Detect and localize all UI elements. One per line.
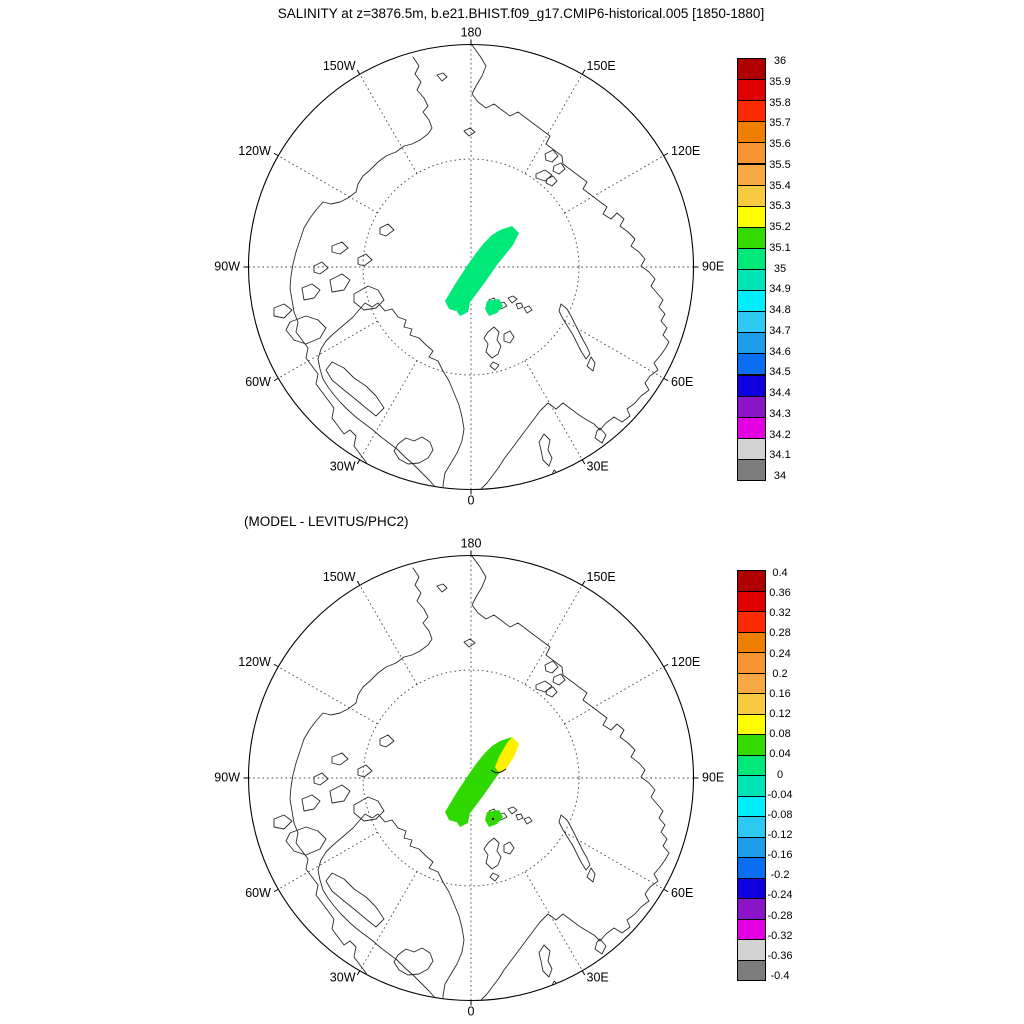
colorbar-tick-label: 35.9 [769,75,791,88]
colorbar-tick-label: 35.1 [769,241,791,254]
meridian-label: 0 [467,493,475,508]
meridian-label: 120E [671,143,701,158]
meridian-label: 30E [586,459,609,474]
boundary-tick [664,378,668,381]
meridian-label: 150E [586,570,616,585]
boundary-tick [582,971,585,975]
colorbar-tick-label: -0.12 [767,828,793,841]
meridian-line [565,156,664,213]
meridian-line [278,156,377,213]
boundary-tick [582,70,585,74]
colorbar-tick-label: -0.16 [767,849,793,862]
meridian-line [565,321,664,378]
colorbar-tick-label: -0.36 [767,949,793,962]
map-interior [249,556,694,1008]
colorbar-tick-label: 0.28 [769,627,791,640]
meridian-label: 30W [329,970,356,985]
colorbar-tick-label: 0.16 [769,687,791,700]
colorbar-tick-label: 35.2 [769,221,791,233]
difference-panel-title: (MODEL - LEVITUS/PHC2) [244,514,409,529]
colorbar-tick-label: 34.2 [769,428,791,441]
meridian-line [278,667,377,724]
colorbar-tick-label: 34.7 [769,324,791,337]
meridian-label: 90W [214,259,240,274]
colorbar-tick-label: 0.4 [772,567,788,579]
colorbar-tick-label: 0.2 [772,667,788,680]
colorbar-tick-label: 34.5 [769,366,791,379]
colorbar-tick-label: 35.8 [769,96,791,109]
difference-colorbar [737,567,832,984]
meridian-label: 150W [322,570,356,585]
boundary-tick [664,664,668,667]
colorbar-tick-label: 0.04 [769,748,791,761]
boundary-tick [664,153,668,156]
meridian-label: 90E [702,770,725,785]
boundary-tick [582,581,585,585]
colorbar-tick-label: 34.9 [769,283,791,296]
meridian-label: 90W [214,770,240,785]
colorbar-tick-label: 34.1 [769,449,791,462]
colorbar-tick-label: 35 [773,262,787,275]
colorbar-tick-label: -0.24 [767,889,793,902]
meridian-label: 120E [671,654,701,669]
meridian-label: 90E [702,259,725,274]
meridian-line [565,667,664,724]
meridian-label: 120W [238,143,271,158]
colorbar-tick-label: 34 [773,470,787,482]
meridian-line [360,585,417,684]
meridian-label: 30E [586,970,609,985]
colorbar-tick-label: 0.36 [769,587,791,600]
meridian-line [278,321,377,378]
colorbar-tick-label: 36 [773,55,787,67]
meridian-label: 180 [460,536,482,551]
colorbar-tick-label: 34.6 [769,345,791,358]
meridian-line [525,361,582,460]
boundary-tick [357,581,360,585]
difference-map-panel [191,515,751,1024]
colorbar-tick-label: 34.4 [769,387,791,399]
colorbar-tick-label: 35.3 [769,200,791,213]
meridian-label: 60E [671,885,694,900]
colorbar-tick-label: 35.4 [769,179,791,192]
boundary-tick [274,664,278,667]
colorbar-tick-label: 34.8 [769,304,791,316]
meridian-label: 150E [586,59,616,74]
meridian-label: 30W [329,459,356,474]
boundary-tick [274,889,278,892]
colorbar-tick-label: 35.7 [769,117,791,130]
boundary-tick [274,378,278,381]
colorbar-tick-label: 0.08 [769,728,791,741]
meridian-label: 150W [322,59,356,74]
meridian-label: 0 [467,1004,475,1019]
meridian-line [360,74,417,173]
meridian-label: 120W [238,654,271,669]
colorbar-tick-label: -0.04 [767,788,793,801]
boundary-tick [664,889,668,892]
salinity-colorbar [737,55,832,484]
colorbar-tick-label: 0.32 [769,607,791,620]
salinity-map-panel [191,4,751,524]
meridian-label: 60W [245,885,271,900]
boundary-tick [357,460,360,464]
meridian-line [565,832,664,889]
boundary-tick [357,971,360,975]
boundary-tick [357,70,360,74]
meridian-label: 60E [671,374,694,389]
colorbar-tick-label: 0.24 [769,647,791,660]
colorbar-tick-label: -0.2 [770,869,790,882]
colorbar-tick-label: 35.5 [769,158,791,171]
salinity-data-patch [445,226,519,316]
colorbar-tick-label: 35.6 [769,138,791,150]
map-interior [249,45,694,497]
colorbar-tick-label: -0.08 [767,808,793,821]
meridian-label: 60W [245,374,271,389]
colorbar-tick-label: 0.12 [769,708,791,721]
meridian-label: 180 [460,25,482,40]
figure-title: SALINITY at z=3876.5m, b.e21.BHIST.f09_g17.CMIP6-historical.005 [1850-1880] [277,6,765,21]
colorbar-tick-label: -0.4 [770,970,790,982]
colorbar-tick-label: 34.3 [769,407,791,420]
meridian-line [278,832,377,889]
meridian-line [525,872,582,971]
colorbar-tick-label: -0.32 [767,929,793,942]
boundary-tick [582,460,585,464]
colorbar-tick-label: -0.28 [767,909,793,922]
colorbar-tick-label: 0 [776,768,784,781]
boundary-tick [274,153,278,156]
